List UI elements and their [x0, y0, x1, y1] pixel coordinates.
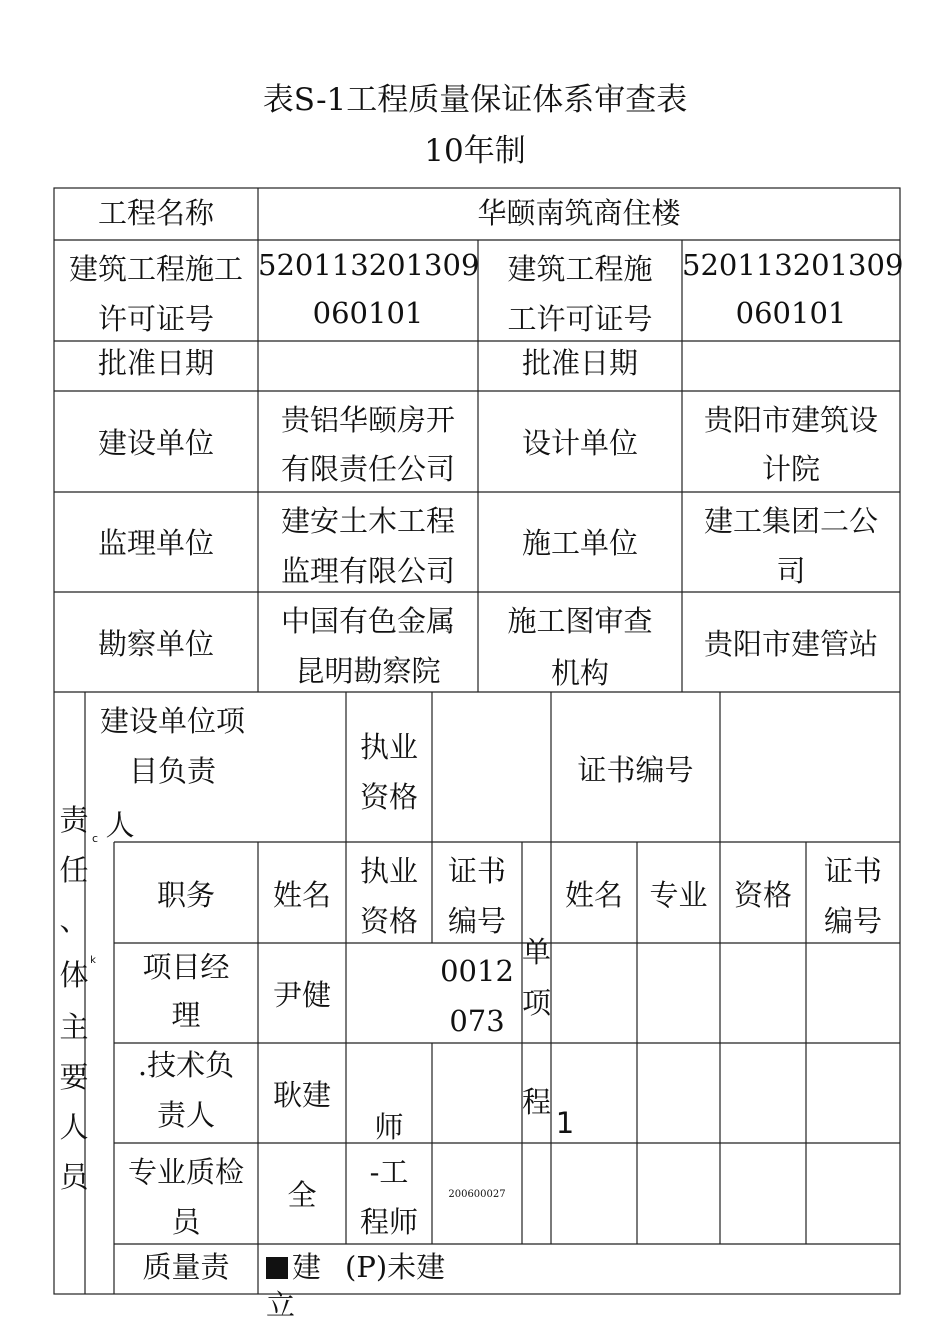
- row2-role-line1: .技术负: [137, 1048, 235, 1082]
- document-subtitle: 10年制: [424, 133, 526, 169]
- designer-label: 设计单位: [521, 426, 638, 460]
- row3-qual-line2: 程师: [359, 1205, 418, 1239]
- permit-value-2-line2: 060101: [735, 296, 847, 330]
- row3-cert: 200600027: [448, 1189, 506, 1200]
- row3-role-line2: 员: [171, 1205, 201, 1239]
- side-label-char-5: 主: [59, 1010, 89, 1044]
- survey-label: 勘察单位: [97, 627, 214, 661]
- permit-value-1-line1: 520113201309: [258, 248, 480, 282]
- row2-qual: 师: [374, 1110, 404, 1144]
- row2-role-line2: 责人: [156, 1098, 215, 1132]
- col-cert-header-line1: 证书: [447, 854, 506, 888]
- col-name-header: 姓名: [272, 878, 331, 912]
- sub-col-cert-header-line1: 证书: [823, 854, 882, 888]
- survey-value-line2: 昆明勘察院: [295, 654, 441, 688]
- owner-qual-line1: 执业: [359, 730, 418, 764]
- builder-value-line1: 贵铝华颐房开: [280, 403, 455, 437]
- permit-value-2-line1: 520113201309: [682, 248, 904, 282]
- row3-name: 全: [287, 1178, 317, 1212]
- review-label-line2: 机构: [550, 656, 609, 690]
- permit-label-1-line2: 许可证号: [97, 302, 214, 336]
- side-label-char-6: 要: [59, 1060, 89, 1094]
- constructor-value-line1: 建工集团二公: [703, 504, 878, 538]
- supervisor-value-line1: 建安土木工程: [280, 504, 455, 538]
- quality-status-built: 建: [292, 1250, 322, 1284]
- side-mark-k: k: [90, 955, 96, 966]
- row1-role-line1: 项目经: [142, 950, 230, 984]
- sub-col-cert-header-line2: 编号: [823, 904, 882, 938]
- sub-col-qual-header: 资格: [733, 878, 792, 912]
- sub-col-name-header: 姓名: [564, 878, 623, 912]
- row1-role-line2: 理: [171, 998, 201, 1032]
- side-label-char-1: 责: [59, 803, 89, 837]
- constructor-label: 施工单位: [521, 526, 638, 560]
- col-qual-header-line1: 执业: [359, 854, 418, 888]
- permit-label-2-line2: 工许可证号: [507, 302, 653, 336]
- supervisor-value-line2: 监理有限公司: [280, 554, 455, 588]
- quality-status-cutoff: 立: [266, 1288, 296, 1322]
- row3-role-line1: 专业质检: [127, 1155, 244, 1189]
- side-label-char-4: 体: [59, 958, 89, 992]
- row1-cert-line2: 073: [449, 1004, 505, 1038]
- owner-pm-label-line3: 人: [105, 808, 135, 842]
- builder-label: 建设单位: [97, 426, 214, 460]
- row1-name: 尹健: [272, 978, 331, 1012]
- sub-project-number: 1: [555, 1106, 575, 1140]
- row1-cert-line1: 0012: [440, 954, 514, 988]
- quality-system-label: 质量责: [142, 1250, 230, 1284]
- side-label-char-7: 人: [59, 1110, 89, 1144]
- side-label-char-8: 员: [59, 1160, 89, 1194]
- permit-label-2-line1: 建筑工程施: [507, 252, 653, 286]
- row2-name: 耿建: [272, 1078, 331, 1112]
- side-mark-c: c: [91, 832, 99, 845]
- side-label-char-2: 任: [59, 853, 89, 887]
- permit-value-1-line2: 060101: [312, 296, 424, 330]
- survey-value-line1: 中国有色金属: [280, 604, 455, 638]
- review-value: 贵阳市建管站: [703, 627, 878, 661]
- builder-value-line2: 有限责任公司: [280, 452, 455, 486]
- designer-value-line1: 贵阳市建筑设: [703, 403, 878, 437]
- approval-date-label-1: 批准日期: [97, 346, 214, 380]
- sub-label-char-2: 项: [522, 986, 552, 1020]
- filled-square-icon: [266, 1257, 288, 1279]
- permit-label-1-line1: 建筑工程施工: [68, 252, 243, 286]
- sub-label-char-3: 程: [522, 1085, 552, 1119]
- constructor-value-line2: 司: [776, 554, 806, 588]
- designer-value-line2: 计院: [761, 452, 820, 486]
- col-cert-header-line2: 编号: [447, 904, 506, 938]
- side-label-char-3: 、: [59, 903, 89, 937]
- supervisor-label: 监理单位: [97, 526, 214, 560]
- col-qual-header-line2: 资格: [359, 904, 418, 938]
- owner-qual-line2: 资格: [359, 780, 418, 814]
- review-label-line1: 施工图审查: [507, 604, 653, 638]
- row3-qual-line1: -工: [369, 1155, 409, 1189]
- owner-pm-label-line2: 目负责: [128, 754, 216, 788]
- sub-label-char-1: 单: [522, 935, 552, 969]
- quality-status-not-built: (P)未建: [345, 1250, 446, 1284]
- project-name-label: 工程名称: [97, 196, 214, 230]
- col-role-header: 职务: [156, 878, 215, 912]
- project-name-value: 华颐南筑商住楼: [477, 196, 681, 230]
- document-title: 表S-1工程质量保证体系审查表: [262, 82, 688, 118]
- sub-col-major-header: 专业: [649, 878, 708, 912]
- owner-cert-label: 证书编号: [577, 753, 694, 787]
- owner-pm-label-line1: 建设单位项: [99, 704, 245, 738]
- approval-date-label-2: 批准日期: [521, 346, 638, 380]
